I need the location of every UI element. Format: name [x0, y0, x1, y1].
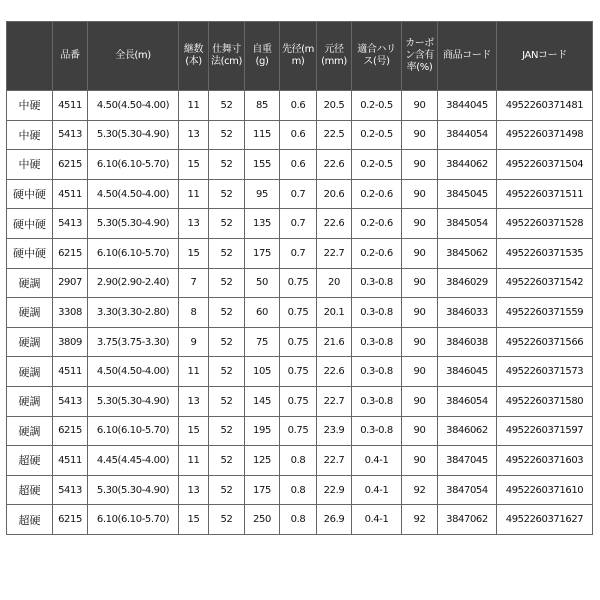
cell-grade: 硬調 [7, 357, 53, 387]
cell-carbon-content: 92 [402, 475, 438, 505]
cell-tip-diameter: 0.75 [280, 386, 317, 416]
cell-closed-length: 52 [209, 505, 245, 535]
cell-grade: 中硬 [7, 120, 53, 150]
header-line-rating: 適合ハリス(号) [352, 22, 402, 91]
cell-base-diameter: 20.5 [317, 91, 352, 121]
cell-model-number: 5413 [53, 120, 88, 150]
cell-sections: 9 [179, 327, 209, 357]
cell-model-number: 4511 [53, 446, 88, 476]
cell-jan-code: 4952260371542 [497, 268, 593, 298]
cell-sections: 8 [179, 298, 209, 328]
cell-carbon-content: 90 [402, 446, 438, 476]
cell-sections: 15 [179, 238, 209, 268]
cell-tip-diameter: 0.8 [280, 475, 317, 505]
cell-sections: 13 [179, 475, 209, 505]
rod-spec-table [6, 21, 593, 535]
cell-sections: 13 [179, 120, 209, 150]
cell-base-diameter: 23.9 [317, 416, 352, 446]
cell-grade: 硬調 [7, 416, 53, 446]
cell-total-length: 5.30(5.30-4.90) [88, 120, 179, 150]
cell-tip-diameter: 0.75 [280, 327, 317, 357]
cell-weight: 105 [245, 357, 280, 387]
cell-carbon-content: 90 [402, 268, 438, 298]
cell-grade: 硬調 [7, 327, 53, 357]
cell-closed-length: 52 [209, 268, 245, 298]
cell-total-length: 4.45(4.45-4.00) [88, 446, 179, 476]
cell-line-rating: 0.2-0.5 [352, 91, 402, 121]
cell-line-rating: 0.3-0.8 [352, 357, 402, 387]
cell-closed-length: 52 [209, 120, 245, 150]
cell-product-code: 3847062 [438, 505, 497, 535]
cell-grade: 硬調 [7, 386, 53, 416]
cell-model-number: 5413 [53, 209, 88, 239]
cell-tip-diameter: 0.75 [280, 268, 317, 298]
header-closed-length: 仕舞寸法(cm) [209, 22, 245, 91]
cell-total-length: 5.30(5.30-4.90) [88, 386, 179, 416]
cell-sections: 11 [179, 357, 209, 387]
cell-closed-length: 52 [209, 386, 245, 416]
cell-weight: 195 [245, 416, 280, 446]
header-row [7, 22, 593, 91]
cell-product-code: 3845045 [438, 179, 497, 209]
cell-product-code: 3846054 [438, 386, 497, 416]
header-jan-code: JANコード [497, 22, 593, 91]
cell-weight: 135 [245, 209, 280, 239]
cell-total-length: 3.75(3.75-3.30) [88, 327, 179, 357]
cell-closed-length: 52 [209, 238, 245, 268]
table-row [7, 505, 593, 535]
cell-closed-length: 52 [209, 327, 245, 357]
cell-sections: 13 [179, 209, 209, 239]
cell-base-diameter: 22.6 [317, 150, 352, 180]
cell-closed-length: 52 [209, 446, 245, 476]
cell-model-number: 6215 [53, 505, 88, 535]
cell-line-rating: 0.3-0.8 [352, 327, 402, 357]
cell-grade: 中硬 [7, 150, 53, 180]
cell-jan-code: 4952260371535 [497, 238, 593, 268]
cell-total-length: 6.10(6.10-5.70) [88, 150, 179, 180]
cell-model-number: 4511 [53, 357, 88, 387]
cell-model-number: 2907 [53, 268, 88, 298]
cell-model-number: 5413 [53, 386, 88, 416]
cell-base-diameter: 22.9 [317, 475, 352, 505]
cell-closed-length: 52 [209, 91, 245, 121]
cell-product-code: 3846045 [438, 357, 497, 387]
cell-tip-diameter: 0.6 [280, 150, 317, 180]
table-row [7, 298, 593, 328]
cell-grade: 硬中硬 [7, 238, 53, 268]
cell-jan-code: 4952260371559 [497, 298, 593, 328]
cell-tip-diameter: 0.7 [280, 179, 317, 209]
cell-carbon-content: 90 [402, 150, 438, 180]
cell-product-code: 3844054 [438, 120, 497, 150]
cell-product-code: 3847054 [438, 475, 497, 505]
cell-weight: 250 [245, 505, 280, 535]
cell-model-number: 4511 [53, 179, 88, 209]
cell-closed-length: 52 [209, 357, 245, 387]
table-row [7, 91, 593, 121]
cell-tip-diameter: 0.8 [280, 505, 317, 535]
cell-total-length: 5.30(5.30-4.90) [88, 209, 179, 239]
cell-model-number: 6215 [53, 416, 88, 446]
cell-product-code: 3845062 [438, 238, 497, 268]
cell-sections: 11 [179, 446, 209, 476]
cell-model-number: 3809 [53, 327, 88, 357]
cell-weight: 75 [245, 327, 280, 357]
cell-weight: 85 [245, 91, 280, 121]
header-total-length: 全長(m) [88, 22, 179, 91]
cell-grade: 中硬 [7, 91, 53, 121]
cell-jan-code: 4952260371627 [497, 505, 593, 535]
cell-sections: 11 [179, 179, 209, 209]
cell-product-code: 3844045 [438, 91, 497, 121]
header-base-diameter: 元径(mm) [317, 22, 352, 91]
table-row [7, 475, 593, 505]
cell-tip-diameter: 0.7 [280, 238, 317, 268]
cell-line-rating: 0.2-0.6 [352, 238, 402, 268]
table-row [7, 268, 593, 298]
cell-jan-code: 4952260371498 [497, 120, 593, 150]
cell-sections: 13 [179, 386, 209, 416]
table-row [7, 179, 593, 209]
cell-model-number: 5413 [53, 475, 88, 505]
cell-sections: 11 [179, 91, 209, 121]
cell-base-diameter: 22.5 [317, 120, 352, 150]
cell-weight: 145 [245, 386, 280, 416]
cell-product-code: 3846029 [438, 268, 497, 298]
cell-tip-diameter: 0.75 [280, 298, 317, 328]
cell-line-rating: 0.3-0.8 [352, 416, 402, 446]
cell-closed-length: 52 [209, 150, 245, 180]
cell-total-length: 4.50(4.50-4.00) [88, 179, 179, 209]
cell-line-rating: 0.4-1 [352, 475, 402, 505]
cell-carbon-content: 90 [402, 416, 438, 446]
cell-jan-code: 4952260371603 [497, 446, 593, 476]
cell-weight: 115 [245, 120, 280, 150]
cell-total-length: 5.30(5.30-4.90) [88, 475, 179, 505]
cell-line-rating: 0.4-1 [352, 446, 402, 476]
cell-closed-length: 52 [209, 475, 245, 505]
cell-weight: 155 [245, 150, 280, 180]
cell-line-rating: 0.4-1 [352, 505, 402, 535]
header-grade [7, 22, 53, 91]
cell-tip-diameter: 0.75 [280, 416, 317, 446]
cell-jan-code: 4952260371528 [497, 209, 593, 239]
cell-line-rating: 0.2-0.6 [352, 209, 402, 239]
cell-jan-code: 4952260371511 [497, 179, 593, 209]
cell-grade: 硬調 [7, 268, 53, 298]
cell-grade: 硬中硬 [7, 209, 53, 239]
cell-sections: 15 [179, 416, 209, 446]
table-row [7, 446, 593, 476]
cell-weight: 95 [245, 179, 280, 209]
cell-jan-code: 4952260371504 [497, 150, 593, 180]
cell-grade: 超硬 [7, 475, 53, 505]
cell-carbon-content: 90 [402, 238, 438, 268]
cell-carbon-content: 90 [402, 357, 438, 387]
cell-product-code: 3847045 [438, 446, 497, 476]
header-sections: 継数(本) [179, 22, 209, 91]
cell-line-rating: 0.2-0.6 [352, 179, 402, 209]
cell-weight: 125 [245, 446, 280, 476]
cell-line-rating: 0.3-0.8 [352, 268, 402, 298]
cell-product-code: 3844062 [438, 150, 497, 180]
cell-weight: 60 [245, 298, 280, 328]
cell-tip-diameter: 0.6 [280, 120, 317, 150]
header-weight: 自重(g) [245, 22, 280, 91]
cell-weight: 175 [245, 238, 280, 268]
cell-total-length: 4.50(4.50-4.00) [88, 357, 179, 387]
cell-total-length: 6.10(6.10-5.70) [88, 416, 179, 446]
header-carbon-content: カーボン含有率(%) [402, 22, 438, 91]
header-model-number: 品番 [53, 22, 88, 91]
cell-sections: 7 [179, 268, 209, 298]
cell-base-diameter: 22.6 [317, 209, 352, 239]
cell-carbon-content: 90 [402, 120, 438, 150]
cell-jan-code: 4952260371566 [497, 327, 593, 357]
header-product-code: 商品コード [438, 22, 497, 91]
cell-tip-diameter: 0.8 [280, 446, 317, 476]
cell-product-code: 3845054 [438, 209, 497, 239]
cell-carbon-content: 90 [402, 386, 438, 416]
cell-jan-code: 4952260371597 [497, 416, 593, 446]
cell-line-rating: 0.3-0.8 [352, 298, 402, 328]
cell-closed-length: 52 [209, 298, 245, 328]
cell-tip-diameter: 0.75 [280, 357, 317, 387]
table-row [7, 209, 593, 239]
cell-product-code: 3846062 [438, 416, 497, 446]
cell-product-code: 3846033 [438, 298, 497, 328]
table-row [7, 327, 593, 357]
table-row [7, 416, 593, 446]
cell-base-diameter: 22.7 [317, 446, 352, 476]
cell-grade: 超硬 [7, 446, 53, 476]
cell-base-diameter: 22.7 [317, 386, 352, 416]
cell-jan-code: 4952260371610 [497, 475, 593, 505]
cell-total-length: 6.10(6.10-5.70) [88, 505, 179, 535]
cell-model-number: 3308 [53, 298, 88, 328]
cell-base-diameter: 22.7 [317, 238, 352, 268]
cell-model-number: 6215 [53, 238, 88, 268]
cell-base-diameter: 20.1 [317, 298, 352, 328]
cell-jan-code: 4952260371573 [497, 357, 593, 387]
cell-closed-length: 52 [209, 416, 245, 446]
cell-line-rating: 0.2-0.5 [352, 120, 402, 150]
cell-base-diameter: 21.6 [317, 327, 352, 357]
cell-carbon-content: 92 [402, 505, 438, 535]
cell-sections: 15 [179, 150, 209, 180]
table-row [7, 386, 593, 416]
cell-line-rating: 0.2-0.5 [352, 150, 402, 180]
cell-jan-code: 4952260371481 [497, 91, 593, 121]
cell-closed-length: 52 [209, 209, 245, 239]
table-row [7, 238, 593, 268]
cell-total-length: 4.50(4.50-4.00) [88, 91, 179, 121]
cell-carbon-content: 90 [402, 179, 438, 209]
cell-sections: 15 [179, 505, 209, 535]
cell-carbon-content: 90 [402, 298, 438, 328]
table-header [7, 22, 593, 91]
cell-total-length: 3.30(3.30-2.80) [88, 298, 179, 328]
cell-product-code: 3846038 [438, 327, 497, 357]
cell-base-diameter: 20 [317, 268, 352, 298]
table-row [7, 357, 593, 387]
table-row [7, 120, 593, 150]
cell-weight: 50 [245, 268, 280, 298]
cell-carbon-content: 90 [402, 209, 438, 239]
cell-grade: 超硬 [7, 505, 53, 535]
cell-base-diameter: 20.6 [317, 179, 352, 209]
cell-weight: 175 [245, 475, 280, 505]
cell-jan-code: 4952260371580 [497, 386, 593, 416]
cell-line-rating: 0.3-0.8 [352, 386, 402, 416]
cell-grade: 硬調 [7, 298, 53, 328]
cell-base-diameter: 22.6 [317, 357, 352, 387]
cell-carbon-content: 90 [402, 91, 438, 121]
cell-total-length: 6.10(6.10-5.70) [88, 238, 179, 268]
cell-base-diameter: 26.9 [317, 505, 352, 535]
cell-tip-diameter: 0.7 [280, 209, 317, 239]
cell-total-length: 2.90(2.90-2.40) [88, 268, 179, 298]
cell-model-number: 6215 [53, 150, 88, 180]
cell-model-number: 4511 [53, 91, 88, 121]
cell-closed-length: 52 [209, 179, 245, 209]
table-body [7, 91, 593, 535]
cell-tip-diameter: 0.6 [280, 91, 317, 121]
header-tip-diameter: 先径(mm) [280, 22, 317, 91]
cell-carbon-content: 90 [402, 327, 438, 357]
cell-grade: 硬中硬 [7, 179, 53, 209]
table-row [7, 150, 593, 180]
